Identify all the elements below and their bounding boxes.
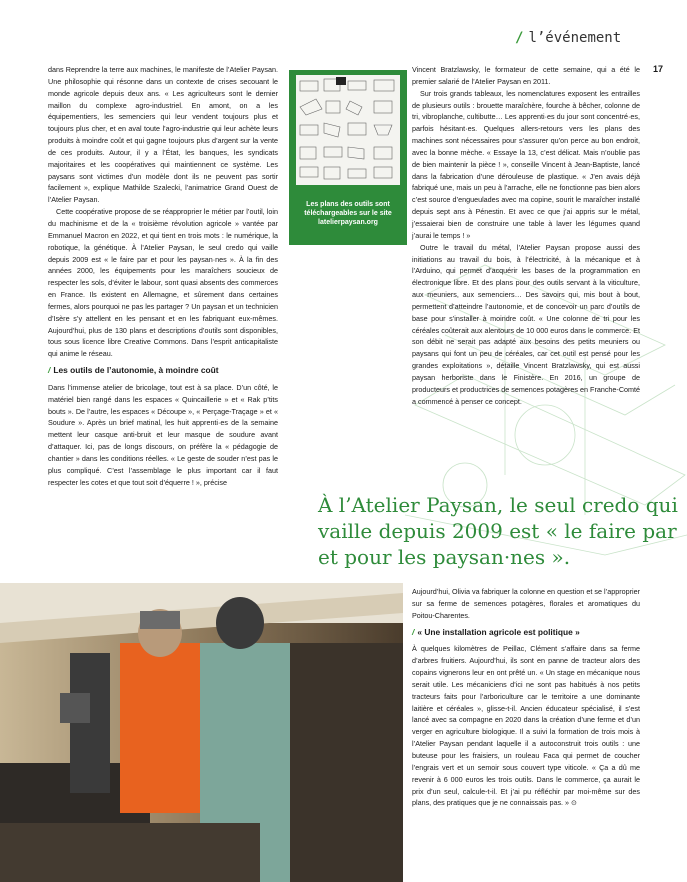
subheading: / Les outils de l’autonomie, à moindre coût <box>48 365 219 376</box>
paragraph: À quelques kilomètres de Peillac, Clément s’affaire dans sa ferme d’arbres fruitiers. Aujourd’hui, ils sont en panne de tracteur alors des copains vignerons leur en ont prêté un. « Un stage en mécanique nous serait utile. Les mécaniciens d’ici ne sont pas habitués à nos petits tracteurs faits pour l’arboriculture car le territoire a une dominante laitière et céréales », glisse-t-il. Ancien éducateur spécialisé, il s’est lancé avec sa compagne en 2020 dans la création d’une ferme et d’un verger en agriculture biologique. Il a suivi la formation de trois mois à l’Atelier Paysan pendant laquelle il a autoconstruit trois outils : une buteuse pour les fraisiers, un rouleau Faca qui permet de coucher l’engrais vert et un semoir sous couvert type viticole. « Ça a dû me revenir à 6 000 euros les trois outils. Dans le commerce, ça aurait le prix d’un seul, calcule-t-il. Et j’ai pu réfléchir par moi-même sur des plans, des pratiques que je ne connaissais pas. » ⊙ <box>412 644 640 808</box>
tool-plans-box <box>289 70 407 245</box>
pull-quote: À l’Atelier Paysan, le seul credo qui vaille depuis 2009 est « le faire par et pour les paysan·nes ». <box>318 493 678 569</box>
paragraph: Sur trois grands tableaux, les nomenclatures exposent les entrailles de plusieurs outils : brouette maraîchère, fourche à bêcher, colonne de tri, vibroplanche, cultibutte… Les apprenti·es du jour sont concentré·es, parfois hésitant·es. Quelques allers-retours vers les plans des machines sont nécessaires pour s’assurer qu’on perce au bon endroit, avec la bonne mèche. « Essaye la 13, c’est délicat. Mais n’oublie pas de bien maintenir la pièce ! », conseille Vincent à Jean-Baptiste, lancé dans la fabrication d’une dérouleuse de plastique. « J’en avais déjà fabriqué une, mais un peu à l’arrache, elle ne fonctionne pas bien alors c’est source d’engueulades avec ma copine, sourit le maraîcher installé depuis sept ans à Pénestin. Et avec ce que j’ai appris sur le métal, j’essaierai bien de construire une table à laver les légumes quand j’aurai le temps ! » <box>412 88 640 240</box>
paragraph: Dans l’immense atelier de bricolage, tout est à sa place. D’un côté, le matériel bien rangé dans les espaces « Quincaillerie » et « Rak p’tits bouts ». De l’autre, les espaces « Découpe », « Perçage-Traçage » et « Soudure ». Après un brief matinal, les huit apprenti·es de la semaine mettent leur casque anti-bruit et leur masque de soudure avant d’attaquer. Ici, pas de longs discours, on préfère la « pédagogie de chantier » dans les conditions réelles. « Le geste de souder n’est pas le plus compliqué. C’est l’assemblage le plus important car il faut respecter les cotes et que tout soit d’équerre ! », précise <box>48 382 278 487</box>
page-number: 17 <box>653 64 664 74</box>
workshop-photo <box>0 583 403 882</box>
paragraph: Aujourd’hui, Olivia va fabriquer la colonne en question et se l’approprier sur sa ferme de semences potagères, florales et aromatiques du Poitou-Charentes. <box>412 587 640 620</box>
column-left <box>48 64 278 489</box>
paragraph: Outre le travail du métal, l’Atelier Paysan propose aussi des initiations au travail du bois, à l’électricité, à la mécanique et à l’Arduino, qui permet d’acquérir les bases de la programmation en électronique libre. Et des plans pour des outils servant à la viticulture, aux meuniers, aux semenciers… Des savoirs qui, mis bout à bout, permettent d’atteindre l’autonomie, et de concevoir un parc d’outils de base pour s’installer à moindre coût. « Une colonne de tri pour les céréales coûterait aux alentours de 10 000 euros dans le commerce. Et son débit ne serait pas adapté aux besoins des petits meuniers ou paysans qui font un peu de céréales, car cet outil est pensé pour les grandes exploitations », détaille Vincent Bratzlawsky, qui est aussi paysan herboriste dans le Finistère. En 2016, un groupe de producteurs et productrices de semences potagères en Franche-Comté a commencé à penser ce concept. <box>412 242 640 406</box>
paragraph: dans Reprendre la terre aux machines, le manifeste de l’Atelier Paysan. Une philosophie qui résonne dans un contexte de crises secouant le monde agricole depuis deux ans. « Les agriculteurs sont le dernier maillon du complexe agro-industriel. En amont, on a les équipementiers, les semenciers qui leur vendent toujours plus et toujours plus cher, et en aval toute l’agro-industrie qui leur achète leurs produits à moindre coût et qui gagne toujours plus d’argent sur la vente de ces produits. Autour, il y a l’État, les banques, les syndicats majoritaires et les coopératives qui maintiennent ce système. Les paysans sont victimes d’un modèle dont ils ne peuvent pas sortir facilement », explique Mathilde Szalecki, l’animatrice Grand Ouest de l’Atelier Paysan. <box>48 65 278 205</box>
column-right-bottom <box>412 586 640 809</box>
paragraph: Vincent Bratzlawsky, le formateur de cette semaine, qui a été le premier salarié de l’Atelier Paysan en 2011. <box>412 65 640 86</box>
section-slash-icon: / <box>515 30 524 46</box>
subhead-slash-icon: / <box>48 365 51 376</box>
section-header <box>515 30 621 46</box>
paragraph: Cette coopérative propose de se réapproprier le métier par l’outil, loin du machinisme et de la « troisième révolution agricole » vantée par Emmanuel Macron en 2022, et qui tient en trois mots : le numérique, la robotique, la génétique. À l’Atelier Paysan, le seul credo qui vaille depuis 2009 est « le faire par et pour les paysan·nes ». À la fin des années 2000, les équipements pour les maraîchers soucieux de respecter les sols, d’éviter le labour, sont quasi absents des commerces en France. Ils existent en Allemagne, et sûrement dans certaines fermes, alors pourquoi ne pas les partager ? Un paysan et un technicien d’Isère s’y attellent en les pensant et en les fabriquant eux-mêmes. Aujourd’hui, plus de 130 plans et descriptions d’outils sont disponibles, tous sous licence libre Creative Commons. Dans l’esprit anticapitaliste qui anime le réseau. <box>48 207 278 359</box>
subhead-slash-icon: / <box>412 626 415 637</box>
column-right-top <box>412 64 640 407</box>
workshop-photo-illustration <box>0 583 403 882</box>
box-caption: Les plans des outils sont téléchargeables sur le site latelierpaysan.org <box>304 201 392 226</box>
tool-plans-image <box>296 75 400 185</box>
subheading: / « Une installation agricole est politique » <box>412 626 580 637</box>
tool-drawings-icon <box>296 75 400 185</box>
section-title: l’événement <box>528 30 622 46</box>
